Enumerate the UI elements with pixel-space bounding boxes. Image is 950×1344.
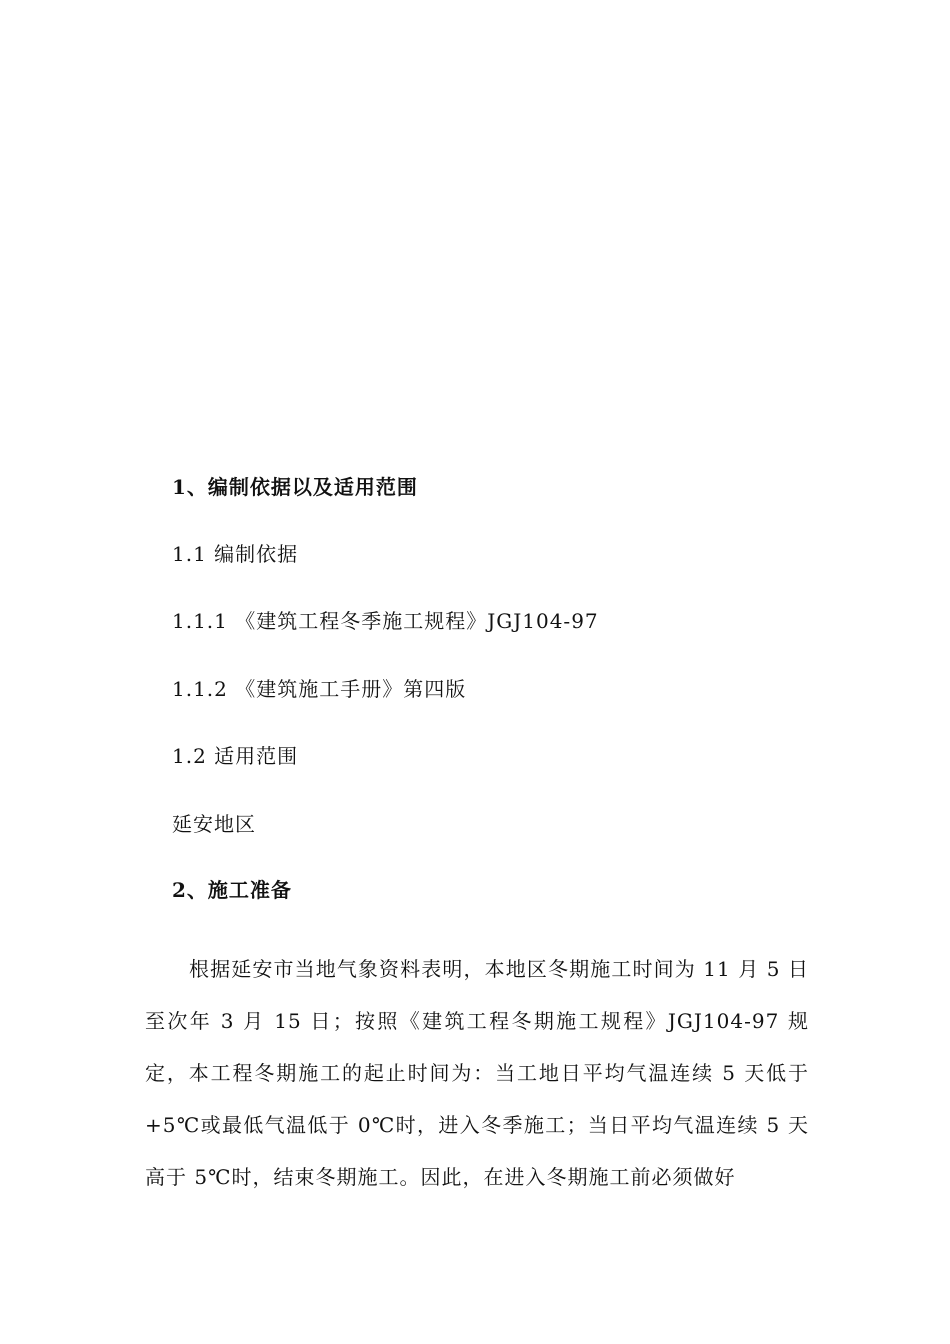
body-paragraph: 根据延安市当地气象资料表明，本地区冬期施工时间为 11 月 5 日至次年 3 月 15 日；按照《建筑工程冬期施工规程》JGJ104-97 规定，本工程冬期施工的起止时间为：当工地日平均气温连续 5 天低于+5℃或最低气温低于 0℃时，进入冬季施工；当日平均气温连续 5 天高于 5℃时，结束冬期施工。因此，在进入冬期施工前必须做好 (145, 957, 809, 1189)
subsection-1-1: 1.1 编制依据 (172, 542, 299, 566)
subsection-1-2: 1.2 适用范围 (172, 744, 299, 768)
section-heading-1: 1、编制依据以及适用范围 (172, 475, 418, 499)
item-1-1-1: 1.1.1 《建筑工程冬季施工规程》JGJ104-97 (172, 609, 599, 633)
section-heading-2: 2、施工准备 (172, 878, 292, 902)
item-1-1-2: 1.1.2 《建筑施工手册》第四版 (172, 677, 467, 701)
scope-text: 延安地区 (172, 812, 256, 836)
